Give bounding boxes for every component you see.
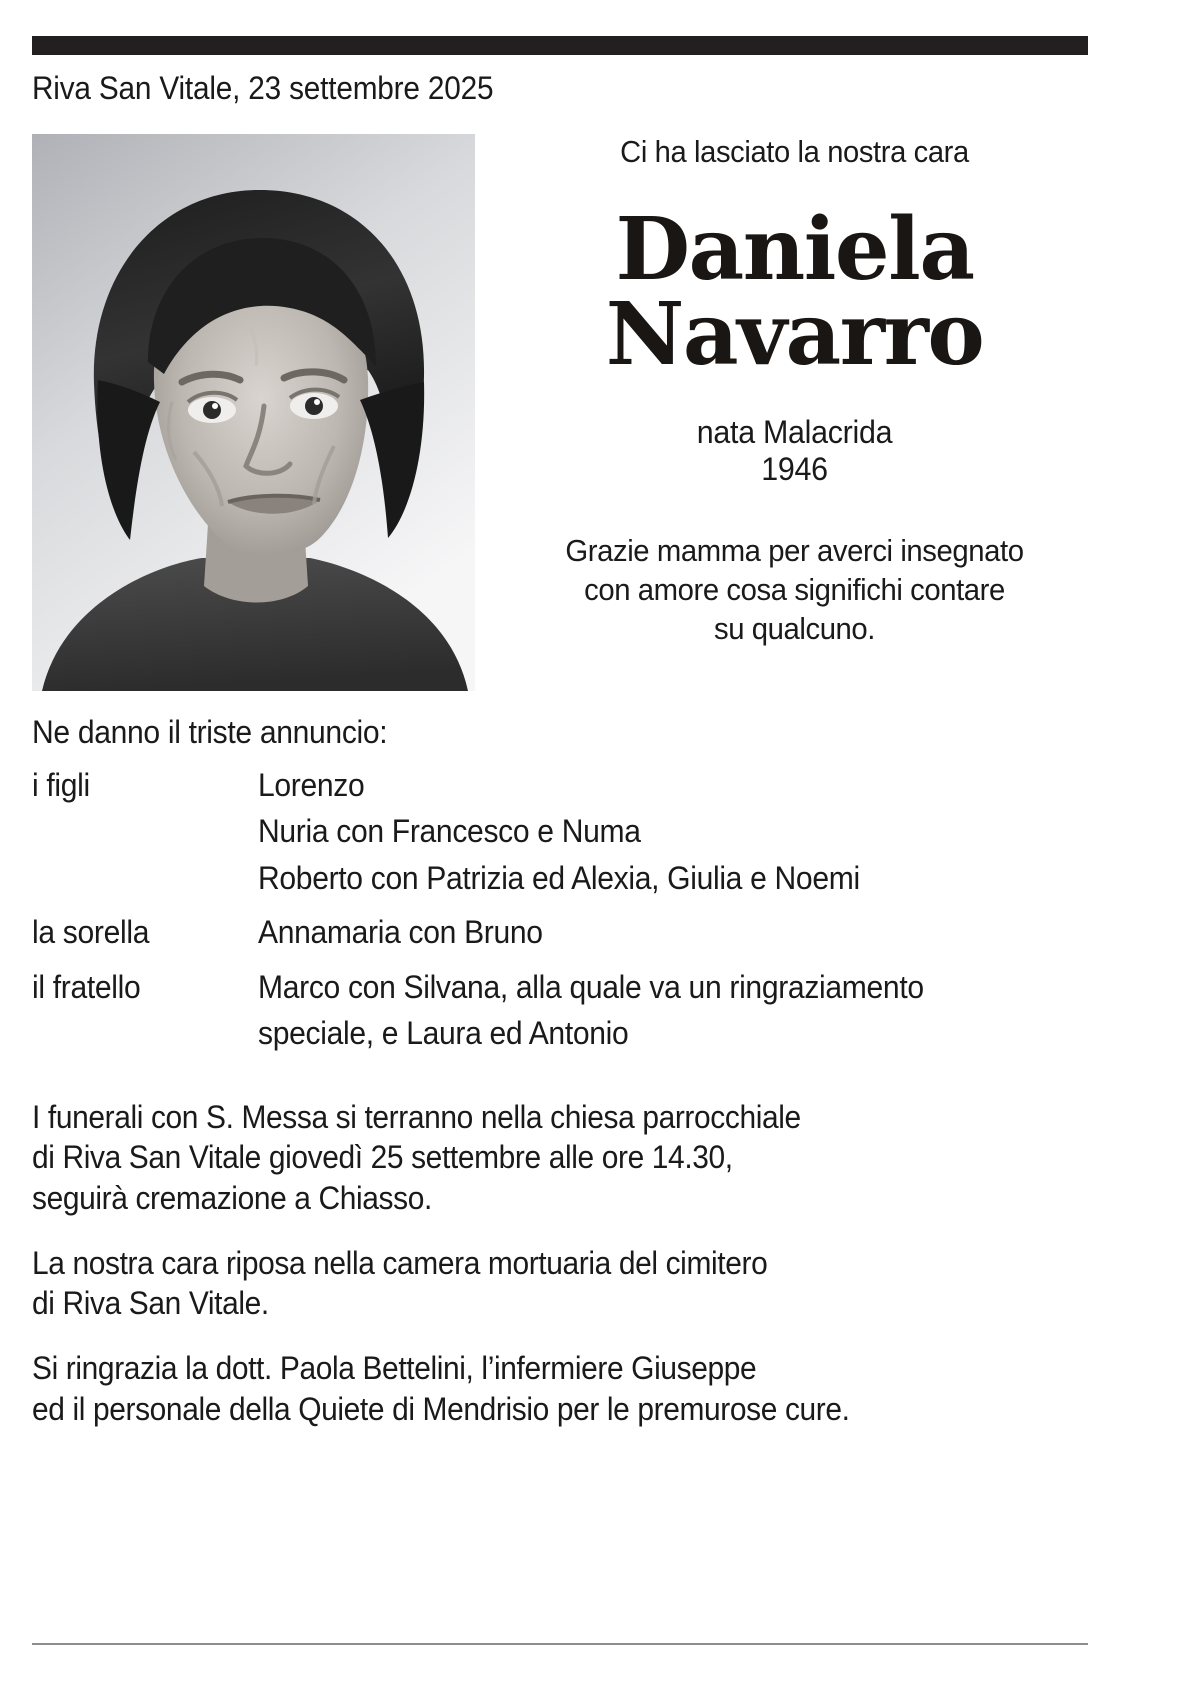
relation-label: i figli: [32, 766, 90, 803]
name-block: [501, 134, 1088, 648]
paragraph-line: I funerali con S. Messa si terranno nella chiesa parrocchiale: [32, 1098, 801, 1135]
portrait-illustration: [32, 134, 475, 691]
family-member: Marco con Silvana, alla quale va un ringraziamento: [258, 968, 924, 1005]
relation-label: la sorella: [32, 914, 150, 951]
family-name: Navarro: [605, 283, 984, 385]
family-member: Annamaria con Bruno: [258, 914, 543, 951]
relation-names: [258, 915, 1088, 950]
top-divider-rule: [32, 36, 1088, 55]
quote-line: con amore cosa significhi contare: [584, 572, 1005, 608]
family-member: Roberto con Patrizia ed Alexia, Giulia e Noemi: [258, 859, 860, 896]
memorial-quote: [517, 531, 1072, 648]
given-name: Daniela: [615, 198, 974, 300]
family-row: [32, 970, 1088, 1051]
family-row: [32, 768, 1088, 896]
intro-line: Ci ha lasciato la nostra cara: [620, 134, 969, 169]
announcement-intro: Ne danno il triste annuncio:: [32, 714, 388, 750]
bottom-divider-rule: [32, 1643, 1088, 1645]
family-member: speciale, e Laura ed Antonio: [258, 1015, 629, 1052]
place-and-date: Riva San Vitale, 23 settembre 2025: [32, 70, 494, 106]
service-details: [32, 1097, 1088, 1429]
deceased-name: [501, 198, 1088, 385]
paragraph-line: seguirà cremazione a Chiasso.: [32, 1179, 432, 1216]
paragraph-line: di Riva San Vitale.: [32, 1285, 269, 1322]
family-list: [32, 768, 1088, 1051]
family-row: [32, 915, 1088, 950]
relation-names: [258, 970, 1088, 1051]
portrait-photo: [32, 134, 475, 691]
paragraph-line: di Riva San Vitale giovedì 25 settembre alle ore 14.30,: [32, 1139, 733, 1176]
header-section: [32, 134, 1088, 696]
family-member: Nuria con Francesco e Numa: [258, 813, 641, 850]
paragraph-line: Si ringrazia la dott. Paola Bettelini, l’infermiere Giuseppe: [32, 1350, 757, 1387]
family-member: Lorenzo: [258, 766, 365, 803]
portrait-image: [32, 134, 475, 691]
maiden-name: nata Malacrida: [696, 413, 893, 450]
quote-line: Grazie mamma per averci insegnato: [565, 533, 1024, 569]
relation-label: il fratello: [32, 968, 141, 1005]
mortuary-paragraph: [32, 1243, 1088, 1324]
relation-names: [258, 768, 1088, 896]
thanks-paragraph: [32, 1348, 1088, 1429]
birth-year: 1946: [761, 450, 828, 487]
quote-line: su qualcuno.: [713, 611, 876, 647]
paragraph-line: La nostra cara riposa nella camera mortuaria del cimitero: [32, 1244, 768, 1281]
funeral-paragraph: [32, 1097, 1088, 1218]
paragraph-line: ed il personale della Quiete di Mendrisio per le premurose cure.: [32, 1390, 850, 1427]
